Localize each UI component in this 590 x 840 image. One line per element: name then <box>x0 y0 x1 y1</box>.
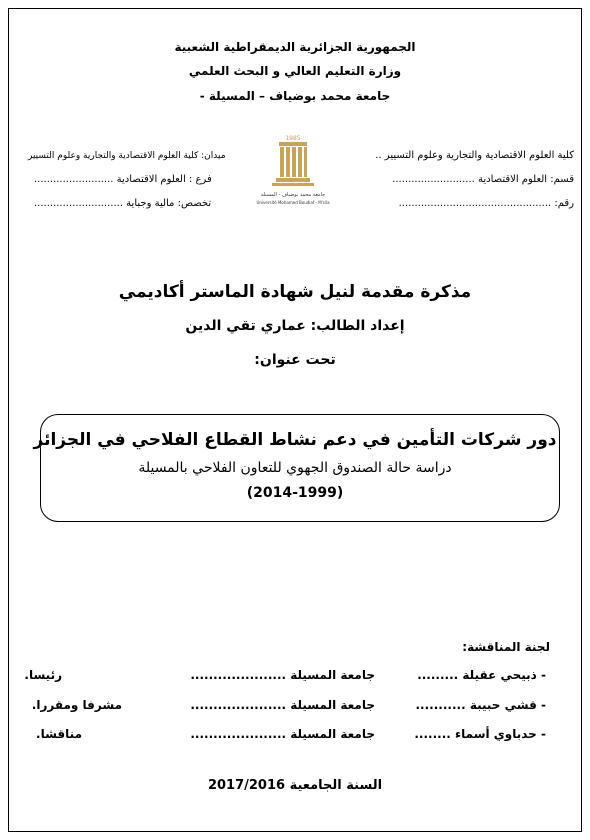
committee-member-affiliation: جامعة المسيلة ..................... <box>190 698 375 712</box>
committee-member-affiliation: جامعة المسيلة ..................... <box>190 727 375 741</box>
study-period: (2014-1999) <box>246 485 344 501</box>
memo-title: مذكرة مقدمة لنيل شهادة الماستر أكاديمي <box>118 282 472 302</box>
committee-member-affiliation: جامعة المسيلة ..................... <box>190 668 375 682</box>
branch-line: فرع : العلوم الاقتصادية ......................... <box>34 174 212 185</box>
under-title-line: تحت عنوان: <box>254 352 336 368</box>
field-line: ميدان: كلية العلوم الاقتصادية والتجارية وعلوم التسيير <box>28 151 226 161</box>
committee-member-role: مناقشا. <box>36 727 82 741</box>
committee-member-name: - ذبيحي عقيلة ......... <box>417 668 546 682</box>
logo-name-fr: Université Mohamed Boudiaf - M'sila <box>256 200 330 205</box>
committee-heading: لجنة المناقشة: <box>462 640 550 654</box>
specialty-line: تخصص: مالية وجباية ............................ <box>34 198 212 209</box>
department-line: قسم: العلوم الاقتصادية .......................... <box>392 174 574 185</box>
committee-member-role: مشرفا ومقررا. <box>31 698 122 712</box>
republic-line: الجمهورية الجزائرية الديمقراطية الشعبية <box>174 40 416 54</box>
faculty-line: كلية العلوم الاقتصادية والتجارية وعلوم التسيير .. <box>375 150 574 161</box>
university-line: جامعة محمد بوضياف – المسيلة - <box>199 89 391 103</box>
committee-member-name: - قشي حبيبة ........... <box>415 698 546 712</box>
committee-member-role: رئيسا. <box>24 668 62 682</box>
number-line: رقم: ................................................ <box>398 198 574 209</box>
committee-member-name: - حدباوي أسماء ........ <box>414 727 546 741</box>
case-study-line: دراسة حالة الصندوق الجهوي للتعاون الفلاحي بالمسيلة <box>138 460 452 476</box>
thesis-title: دور شركات التأمين في دعم نشاط القطاع الفلاحي في الجزائر <box>33 430 557 450</box>
logo-name-ar: جامعة محمد بوضياف - المسيلة <box>260 192 326 198</box>
academic-year: السنة الجامعية 2017/2016 <box>207 778 383 793</box>
logo-year: 1985 <box>285 135 301 142</box>
university-building-logo <box>256 132 330 212</box>
student-line: إعداد الطالب: عماري تقي الدين <box>185 318 405 334</box>
ministry-line: وزارة التعليم العالي و البحث العلمي <box>188 64 402 78</box>
